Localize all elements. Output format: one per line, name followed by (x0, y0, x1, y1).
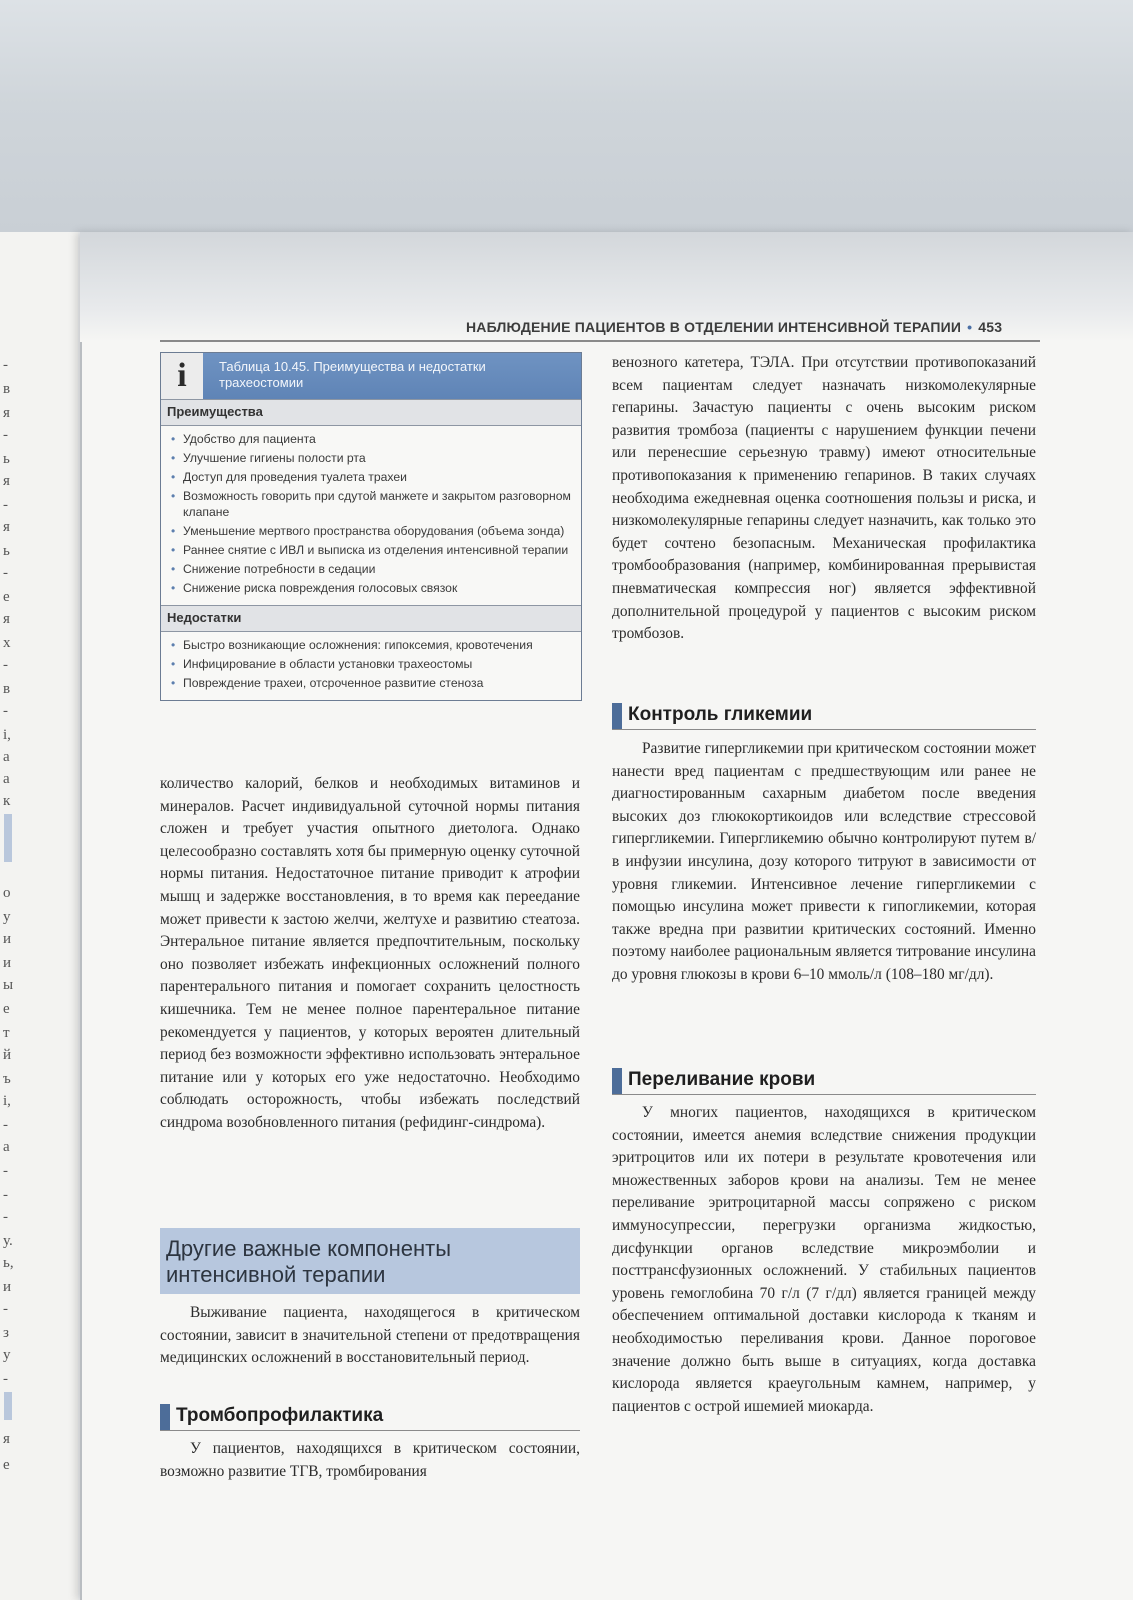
previous-page-fragment: - (3, 1117, 8, 1133)
bullet-separator: • (967, 319, 973, 335)
list-item: • Возможность говорить при сдутой манжете и закрытом разговорном клапане (169, 488, 575, 520)
right-column-text-2 (612, 738, 1036, 987)
previous-page-fragment: т (3, 1025, 10, 1041)
previous-page-fragment: і, (3, 727, 11, 743)
previous-page-fragment: е (3, 589, 10, 605)
previous-page-fragment: - (3, 497, 8, 513)
previous-page-fragment: з (3, 1325, 9, 1341)
previous-page-fragment: - (3, 1187, 8, 1203)
previous-page-fragment: ы (3, 977, 14, 993)
previous-page-fragment: х (3, 635, 11, 651)
paragraph: Выживание пациента, находящегося в критическом состоянии, зависит в значительной степени от предотвращения медицинских осложнений в восстановительный период. (160, 1304, 580, 1367)
previous-page-fragment: и (3, 1279, 12, 1295)
paragraph: У пациентов, находящихся в критическом состоянии, возможно развитие ТГВ, тромбирования (160, 1440, 580, 1480)
previous-page-fragment: у (3, 1347, 11, 1363)
subheading-thromboprophylaxis: Тромбопрофилактика (160, 1402, 580, 1431)
previous-page-fragment: о (3, 885, 11, 901)
previous-page-fragment: у. (3, 1233, 13, 1249)
previous-page-fragment: ь (3, 543, 10, 559)
previous-page-fragment: ъ (3, 1071, 11, 1087)
previous-page-fragment: и (3, 931, 12, 947)
table-header (161, 353, 581, 399)
previous-page-fragment: я (3, 473, 10, 489)
previous-page-fragment: я (3, 1431, 10, 1447)
previous-page-fragment: я (3, 611, 10, 627)
previous-page-fragment: я (3, 519, 10, 535)
list-item: • Улучшение гигиены полости рта (169, 450, 575, 466)
previous-page-fragment: в (3, 681, 11, 697)
previous-page-fragment: я (3, 405, 10, 421)
section-heading: Другие важные компоненты интенсивной терапии (160, 1228, 580, 1294)
previous-page-fragment: й (3, 1047, 12, 1063)
list-item: • Удобство для пациента (169, 431, 575, 447)
previous-page-fragment: - (3, 1371, 8, 1387)
list-item: • Снижение риска повреждения голосовых связок (169, 580, 575, 596)
list-item: • Уменьшение мертвого пространства оборудования (объема зонда) (169, 523, 575, 539)
previous-page-fragment: а (3, 749, 10, 765)
left-column-text (160, 773, 580, 1135)
previous-page-fragment: - (3, 1163, 8, 1179)
previous-page-fragment: е (3, 1001, 10, 1017)
header-rule (160, 340, 1040, 342)
disadvantages-list (161, 632, 581, 700)
previous-page-edge (0, 232, 78, 1600)
previous-page-heading-bar (4, 814, 12, 862)
disadvantages-heading: Недостатки (161, 605, 581, 632)
previous-page-fragment: к (3, 793, 11, 809)
advantages-list (161, 426, 581, 605)
right-column-text (612, 352, 1036, 646)
previous-page-fragment: - (3, 357, 8, 373)
previous-page-fragment: ь (3, 451, 10, 467)
paragraph: У многих пациентов, находящихся в критическом состоянии, имеется анемия вследствие снижения продукции эритроцитов или их потери в результате кровотечения или множественных заборов крови на анализы. Тем не менее переливание эритроцитарной массы сопряжено с риском иммуносупрессии, перегрузки организма жидкостью, дисфункции органов вследствие микроэмболии и посттрансфузионных осложнений. У стабильных пациентов уровень гемоглобина 70 г/л (7 г/дл) является границей между обеспечением оптимальной доставки кислорода к тканям и необходимостью переливания крови. Данное пороговое значение должно быть выше в ситуациях, когда доставка кислорода является краеугольным камнем, например, у пациентов с острой ишемией миокарда. (612, 1104, 1036, 1415)
list-item: • Повреждение трахеи, отсроченное развитие стеноза (169, 675, 575, 691)
info-table (160, 352, 582, 701)
subheading-transfusion: Переливание крови (612, 1066, 1036, 1095)
paragraph: Развитие гипергликемии при критическом состоянии может нанести вред пациентам с предшествующим или ранее не диагностированным сахарным диабетом после введения высоких доз глюкокортикоидов или вследствие стрессовой гипергликемии. Гипергликемию обычно контролируют путем в/в инфузии инсулина, дозу которого титруют в зависимости от уровня гликемии. Интенсивное лечение гипергликемии с помощью инсулина может привести к гипогликемии, которая также вредна при развитии критических состояний. Именно поэтому наиболее рациональным является титрование инсулина до уровня глюкозы в крови 6–10 ммоль/л (108–180 мг/дл). (612, 740, 1036, 983)
previous-page-fragment: - (3, 1301, 8, 1317)
list-item: • Быстро возникающие осложнения: гипоксемия, кровотечения (169, 637, 575, 653)
previous-page-fragment: і, (3, 1093, 11, 1109)
running-head (466, 319, 1056, 335)
subheading-glycemia: Контроль гликемии (612, 701, 1036, 730)
previous-page-fragment: - (3, 1209, 8, 1225)
previous-page-fragment: а (3, 1139, 10, 1155)
left-column-text-3 (160, 1438, 580, 1483)
previous-page-fragment: в (3, 381, 11, 397)
previous-page-fragment: - (3, 657, 8, 673)
blurred-background (0, 0, 1133, 232)
previous-page-fragment: у (3, 909, 11, 925)
list-item: • Раннее снятие с ИВЛ и выписка из отделения интенсивной терапии (169, 542, 575, 558)
running-head-title: НАБЛЮДЕНИЕ ПАЦИЕНТОВ В ОТДЕЛЕНИИ ИНТЕНСИВНОЙ ТЕРАПИИ (466, 319, 962, 335)
table-title: Таблица 10.45. Преимущества и недостатки трахеостомии (219, 359, 486, 390)
paragraph: количество калорий, белков и необходимых витаминов и минералов. Расчет индивидуальной суточной нормы питания сложен и требует участия опытного диетолога. Однако целесообразно составлять хотя бы примерную оценку суточной нормы питания. Недостаточное питание приводит к атрофии мышц и задержке восстановления, в то время как переедание может привести к застою желчи, желтухе и развитию стеатоза. Энтеральное питание является предпочтительным, поскольку оно позволяет избежать инфекционных осложнений полного парентерального питания и помогает сохранить целостность кишечника. Тем не менее полное парентеральное питание рекомендуется у пациентов, у которых вероятен длительный период без возможности эффективно использовать энтеральное питание или у которых его уже недостаточно. Необходимо соблюдать осторожность, чтобы избежать последствий синдрома возобновленного питания (рефидинг-синдрома). (160, 775, 580, 1131)
paragraph: венозного катетера, ТЭЛА. При отсутствии противопоказаний всем пациентам следует назначать низкомолекулярные гепарины. Зачастую пациенты с очень высоким риском развития тромбоза (пациенты с нарушением функции печени или перенесшие серьезную травму) имеют относительные противопоказания к применению гепаринов. В таких случаях необходима ежедневная оценка соотношения пользы и риска, и низкомолекулярные гепарины следует назначить, как только это будет сочтено безопасным. Механическая профилактика тромбообразования (например, комбинированная прерывистая пневматическая компрессия ног) является эффективной дополнительной процедурой у пациентов с высоким риском тромбозов. (612, 354, 1036, 643)
left-column-text-2 (160, 1302, 580, 1370)
list-item: • Снижение потребности в седации (169, 561, 575, 577)
list-item: • Инфицирование в области установки трахеостомы (169, 656, 575, 672)
previous-page-fragment: - (3, 427, 8, 443)
advantages-heading: Преимущества (161, 399, 581, 426)
list-item: • Доступ для проведения туалета трахеи (169, 469, 575, 485)
previous-page-fragment: ь, (3, 1255, 14, 1271)
page-number: 453 (978, 319, 1003, 335)
previous-page-fragment: и (3, 955, 12, 971)
previous-page-fragment: е (3, 1457, 10, 1473)
previous-page-fragment: а (3, 771, 10, 787)
previous-page-heading-bar (4, 1392, 12, 1420)
previous-page-fragment: - (3, 703, 8, 719)
info-icon: i (161, 353, 203, 399)
previous-page-fragment: - (3, 565, 8, 581)
right-column-text-3 (612, 1102, 1036, 1418)
